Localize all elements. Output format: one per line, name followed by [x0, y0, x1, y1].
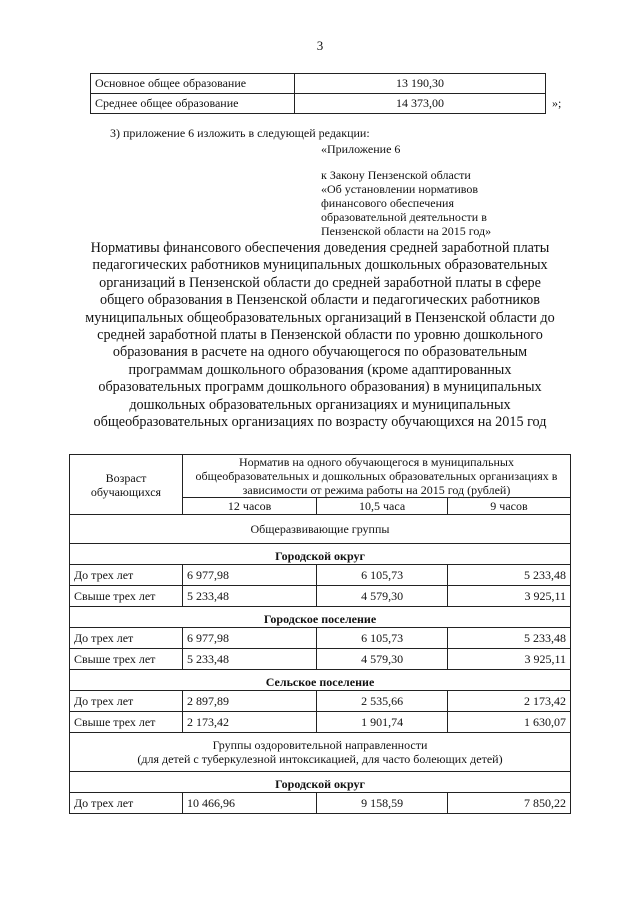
age-cell: До трех лет [70, 793, 183, 814]
value-cell: 7 850,22 [447, 793, 570, 814]
value-cell: 2 173,42 [183, 712, 317, 733]
table-row [70, 691, 571, 712]
column-header: 9 часов [447, 498, 570, 515]
value-cell: 6 977,98 [183, 565, 317, 586]
value-cell: 4 579,30 [317, 586, 448, 607]
norms-table [69, 454, 571, 814]
table-row [91, 74, 546, 94]
value-cell: 2 173,42 [447, 691, 570, 712]
age-cell: До трех лет [70, 628, 183, 649]
value-cell: 3 925,11 [447, 649, 570, 670]
value-cell: 3 925,11 [447, 586, 570, 607]
section-title [70, 733, 571, 772]
table-row [70, 649, 571, 670]
column-header: 10,5 часа [317, 498, 448, 515]
value-cell: 6 105,73 [317, 565, 448, 586]
closing-quote: »; [552, 96, 562, 110]
value-cell: 1 901,74 [317, 712, 448, 733]
row-value: 14 373,00 [295, 94, 546, 114]
value-cell: 1 630,07 [447, 712, 570, 733]
age-cell: Свыше трех лет [70, 649, 183, 670]
value-cell: 5 233,48 [447, 628, 570, 649]
section-title-line: Группы оздоровительной направленности [212, 738, 428, 752]
table-row [70, 712, 571, 733]
header-row [70, 455, 571, 498]
page-number: 3 [316, 38, 324, 53]
norm-header: Норматив на одного обучающегося в муниципальных общеобразовательных и дошкольных образовательных организациях в зависимости от режима работы на 2015 год (рублей) [183, 455, 571, 498]
value-cell: 2 897,89 [183, 691, 317, 712]
value-cell: 6 977,98 [183, 628, 317, 649]
value-cell: 10 466,96 [183, 793, 317, 814]
row-value: 13 190,30 [295, 74, 546, 94]
table-row [70, 793, 571, 814]
table-row [70, 565, 571, 586]
value-cell: 4 579,30 [317, 649, 448, 670]
column-header: 12 часов [183, 498, 317, 515]
table-row [91, 94, 546, 114]
age-cell: До трех лет [70, 691, 183, 712]
document-heading: Нормативы финансового обеспечения доведения средней заработной платы педагогических работников муниципальных дошкольных образовательных организаций в Пензенской области до средней заработной платы в сфере общего образования в Пензенской области и педагогических работников муниципальных общеобразовательных организаций в Пензенской области до средней заработной платы в Пензенской области по уровню дошкольного образования в расчете на одного обучающегося по образовательным программам дошкольного образования (кроме адаптированных образовательных программ дошкольного образования) в муниципальных дошкольных образовательных организациях и муниципальных общеобразовательных организациях по возрасту обучающихся на 2015 год [85, 240, 555, 431]
age-header: Возраст обучающихся [70, 455, 183, 515]
amendment-item: 3) приложение 6 изложить в следующей редакции: [110, 126, 370, 140]
section-title: Общеразвивающие группы [70, 515, 571, 544]
group-title: Городской округ [70, 772, 571, 793]
group-title: Сельское поселение [70, 670, 571, 691]
section-title-line: (для детей с туберкулезной интоксикацией, для часто болеющих детей) [137, 752, 503, 766]
age-cell: Свыше трех лет [70, 586, 183, 607]
appendix-title: «Приложение 6 [321, 142, 401, 156]
row-label: Среднее общее образование [91, 94, 295, 114]
value-cell: 5 233,48 [183, 586, 317, 607]
age-cell: До трех лет [70, 565, 183, 586]
appendix-reference: к Закону Пензенской области «Об установлении нормативов финансового обеспечения образовательной деятельности в Пензенской области на 2015 год» [321, 168, 492, 238]
age-cell: Свыше трех лет [70, 712, 183, 733]
group-title: Городской округ [70, 544, 571, 565]
row-label: Основное общее образование [91, 74, 295, 94]
group-title: Городское поселение [70, 607, 571, 628]
top-table [90, 73, 546, 114]
table-row [70, 586, 571, 607]
value-cell: 9 158,59 [317, 793, 448, 814]
value-cell: 5 233,48 [447, 565, 570, 586]
value-cell: 2 535,66 [317, 691, 448, 712]
value-cell: 6 105,73 [317, 628, 448, 649]
table-row [70, 628, 571, 649]
value-cell: 5 233,48 [183, 649, 317, 670]
